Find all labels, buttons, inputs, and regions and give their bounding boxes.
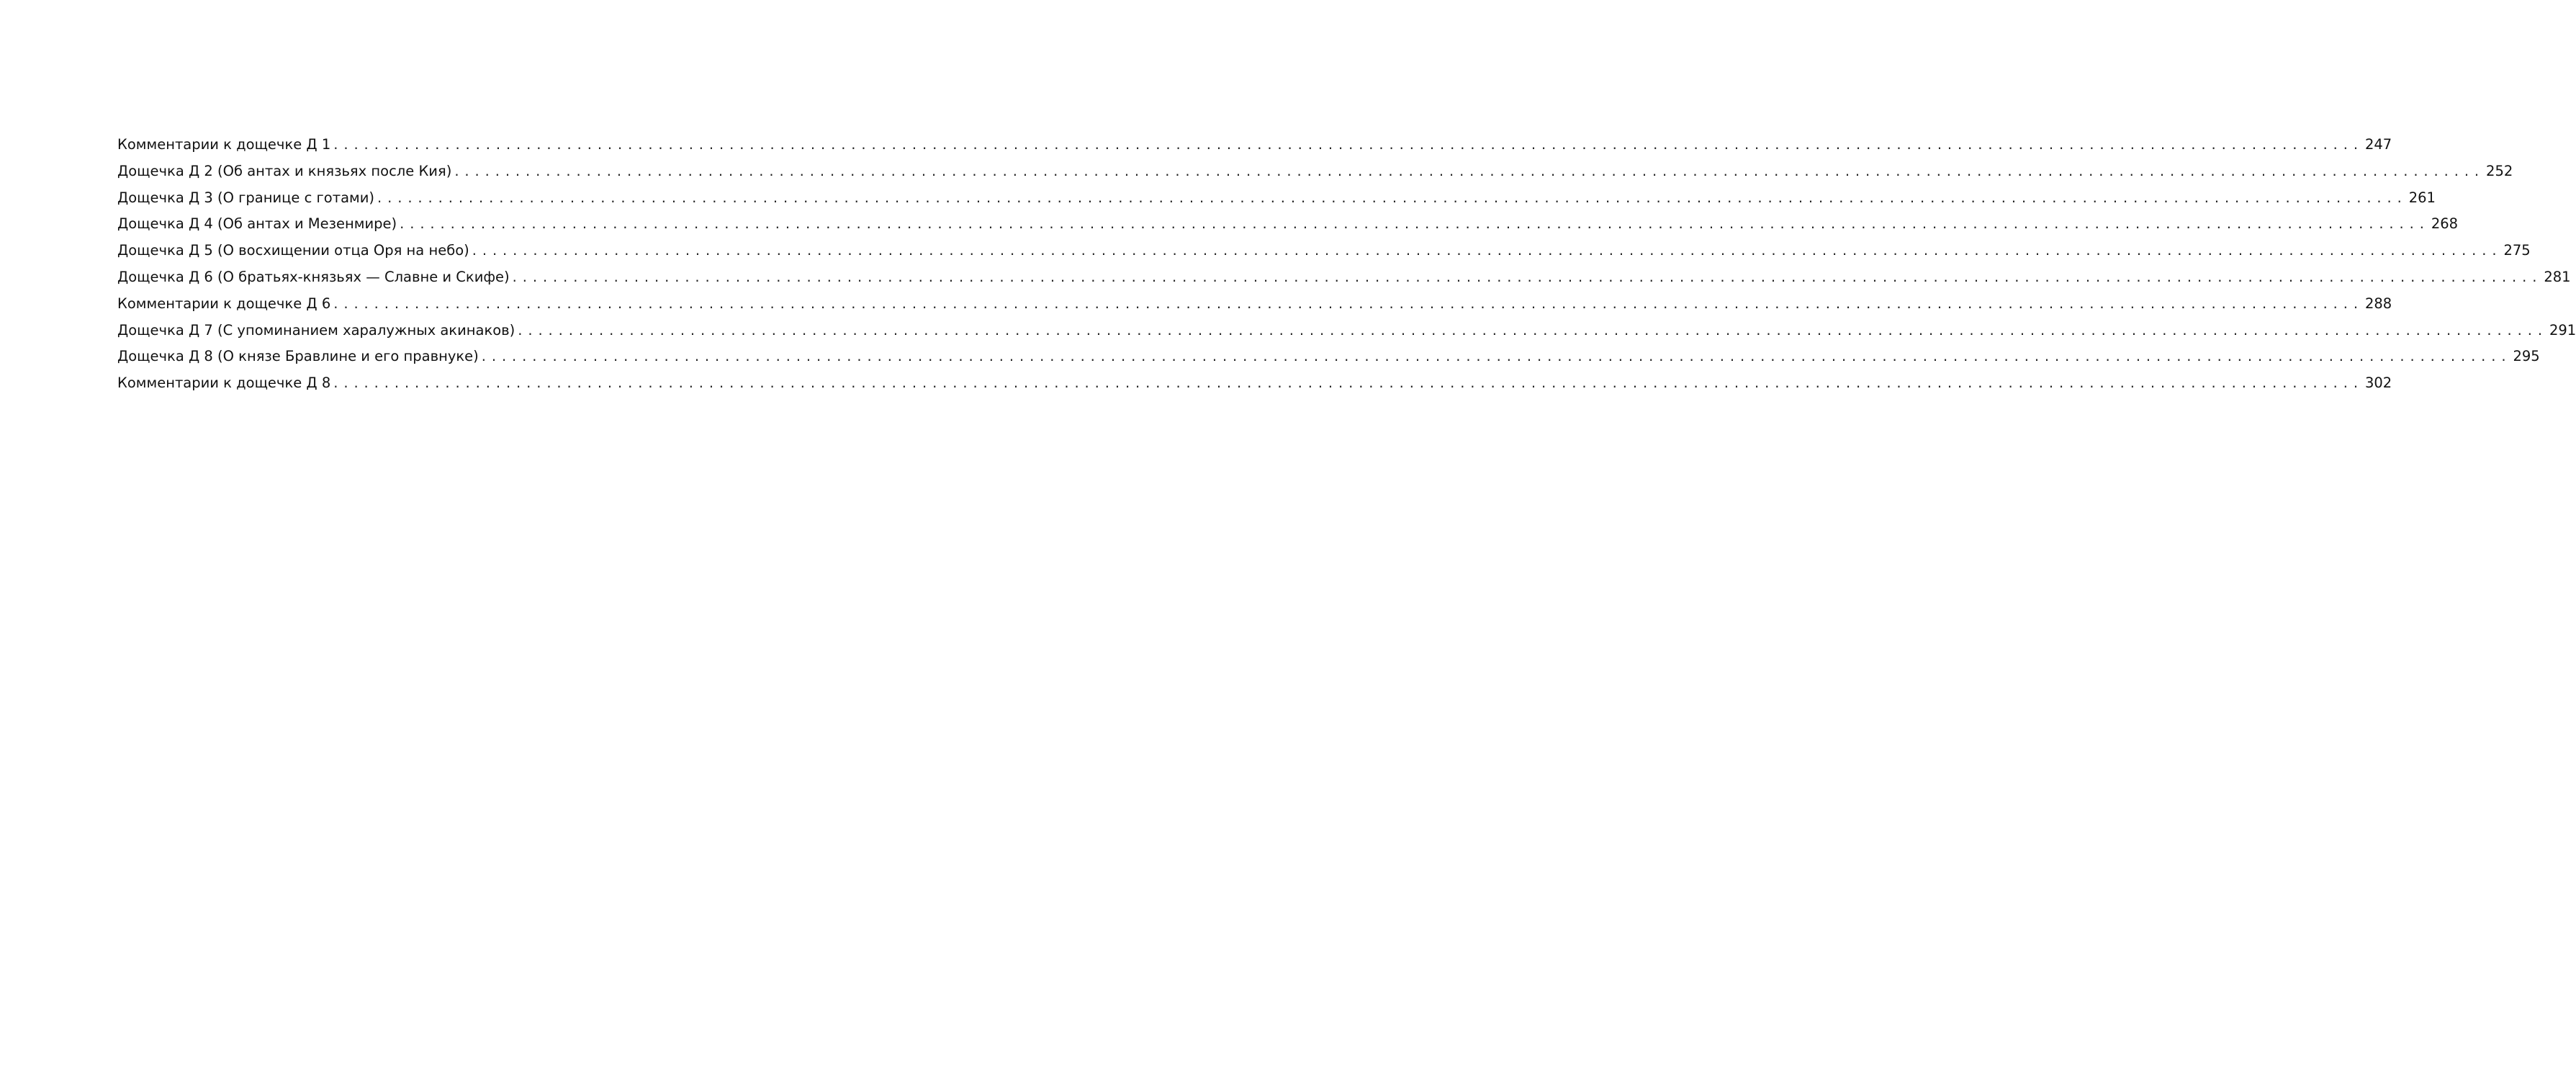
dot-leader: ........................................................................................................................................................................................................ bbox=[518, 321, 2548, 339]
dot-leader: ........................................................................................................................................................................................................ bbox=[333, 295, 2364, 312]
toc-entry-title: Дощечка Д 2 (Об антах и князьях после Кия) bbox=[117, 162, 452, 179]
dot-leader: ........................................................................................................................................................................................................ bbox=[481, 348, 2512, 365]
dot-leader: ........................................................................................................................................................................................................ bbox=[333, 136, 2364, 153]
toc-entry bbox=[117, 238, 2531, 264]
dot-leader: ........................................................................................................................................................................................................ bbox=[333, 375, 2364, 392]
toc-entry-title: Комментарии к дощечке Д 1 bbox=[117, 136, 331, 153]
toc-entry-page: 275 bbox=[2503, 242, 2531, 259]
toc-entry-page: 291 bbox=[2549, 321, 2576, 339]
toc-entry bbox=[117, 370, 2392, 397]
toc-entry-title: Дощечка Д 3 (О границе с готами) bbox=[117, 189, 375, 206]
toc-entry bbox=[117, 132, 2392, 158]
dot-leader: ........................................................................................................................................................................................................ bbox=[512, 268, 2543, 285]
toc-entry-title: Комментарии к дощечке Д 6 bbox=[117, 295, 331, 312]
toc-entry bbox=[117, 211, 2459, 238]
toc-entry-page: 247 bbox=[2364, 136, 2392, 153]
toc-entry bbox=[117, 318, 2576, 344]
toc-entry bbox=[117, 291, 2392, 318]
toc-entry-page: 268 bbox=[2431, 215, 2459, 233]
toc-entry-title: Дощечка Д 4 (Об антах и Мезенмире) bbox=[117, 215, 397, 233]
toc-entry-title: Дощечка Д 8 (О князе Бравлине и его правнуке) bbox=[117, 348, 479, 365]
toc-entry-page: 288 bbox=[2364, 295, 2392, 312]
toc-entry-title: Дощечка Д 5 (О восхищении отца Оря на небо) bbox=[117, 242, 469, 259]
dot-leader: ........................................................................................................................................................................................................ bbox=[472, 242, 2503, 259]
table-of-contents bbox=[117, 132, 2576, 397]
toc-entry-page: 295 bbox=[2513, 348, 2540, 365]
toc-entry bbox=[117, 344, 2540, 370]
toc-entry-page: 302 bbox=[2364, 375, 2392, 392]
dot-leader: ........................................................................................................................................................................................................ bbox=[454, 162, 2485, 179]
toc-entry bbox=[117, 264, 2571, 291]
toc-entry-title: Комментарии к дощечке Д 8 bbox=[117, 375, 331, 392]
toc-entry-title: Дощечка Д 6 (О братьях-князьях — Славне и Скифе) bbox=[117, 268, 510, 285]
dot-leader: ........................................................................................................................................................................................................ bbox=[377, 189, 2408, 206]
dot-leader: ........................................................................................................................................................................................................ bbox=[400, 215, 2430, 233]
toc-entry-page: 252 bbox=[2486, 162, 2513, 179]
toc-entry-page: 261 bbox=[2408, 189, 2436, 206]
toc-entry-title: Дощечка Д 7 (С упоминанием харалужных акинаков) bbox=[117, 321, 515, 339]
toc-entry bbox=[117, 185, 2436, 212]
toc-entry-page: 281 bbox=[2544, 268, 2571, 285]
toc-entry bbox=[117, 158, 2513, 185]
